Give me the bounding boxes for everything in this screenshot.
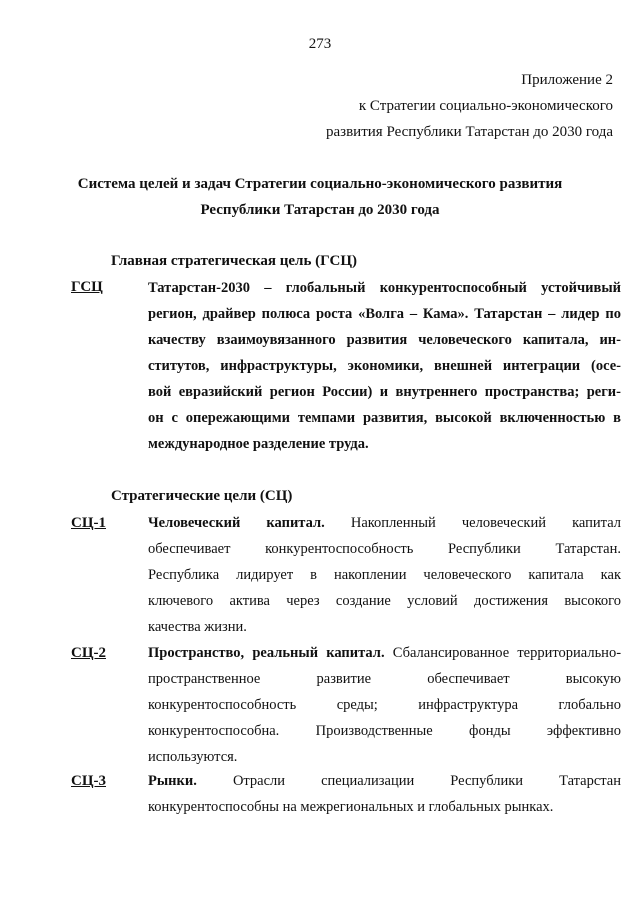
sc2-text-line: конкурентоспособна. Производственные фонды эффективно <box>148 723 621 739</box>
main-goal-text-line: ститутов, инфраструктуры, экономики, внешней интеграции (осе- <box>148 358 621 374</box>
main-goal-text-line: международное разделение труда. <box>148 436 369 452</box>
main-goal-text-line: регион, драйвер полюса роста «Волга – Кама». Татарстан – лидер по <box>148 306 621 322</box>
document-title-line-2: Республики Татарстан до 2030 года <box>200 202 440 218</box>
appendix-line-1: Приложение 2 <box>521 72 613 88</box>
main-goal-text-line: Татарстан-2030 – глобальный конкурентоспособный устойчивый <box>148 280 621 296</box>
sc1-code: СЦ-1 <box>71 515 106 531</box>
sc1-text-line: качества жизни. <box>148 619 247 635</box>
sc3-text-line: конкурентоспособны на межрегиональных и глобальных рынках. <box>148 799 554 815</box>
main-goal-text-line: он с опережающими темпами развития, высокой включенностью в <box>148 410 621 426</box>
strategic-goals-heading: Стратегические цели (СЦ) <box>111 488 293 504</box>
main-goal-text-line: качеству взаимоувязанного развития человеческого капитала, ин- <box>148 332 621 348</box>
sc2-code: СЦ-2 <box>71 645 106 661</box>
document-title-line-1: Система целей и задач Стратегии социально-экономического развития <box>77 176 563 192</box>
sc2-text-line: используются. <box>148 749 238 765</box>
sc1-text-line: обеспечивает конкурентоспособность Республики Татарстан. <box>148 541 621 557</box>
sc3-code: СЦ-3 <box>71 773 106 789</box>
appendix-line-3: развития Республики Татарстан до 2030 года <box>326 124 613 140</box>
main-goal-code: ГСЦ <box>71 279 103 295</box>
sc2-text-line: пространственное развитие обеспечивает высокую <box>148 671 621 687</box>
sc1-text-line: Республика лидирует в накоплении человеческого капитала как <box>148 567 621 583</box>
sc3-text-line-1 <box>148 771 621 791</box>
appendix-line-2: к Стратегии социально-экономического <box>358 98 613 114</box>
sc1-text-line-1 <box>148 513 621 533</box>
sc1-text-line: ключевого актива через создание условий достижения высокого <box>148 593 621 609</box>
main-goal-heading: Главная стратегическая цель (ГСЦ) <box>111 253 357 269</box>
sc2-text-line-1 <box>148 643 621 663</box>
sc2-text-line: конкурентоспособность среды; инфраструктура глобально <box>148 697 621 713</box>
sc2-line1-rest: Сбалансированное территориально- <box>392 645 622 661</box>
sc2-lead: Пространство, реальный капитал. <box>148 645 385 661</box>
sc1-lead: Человеческий капитал. <box>148 515 325 531</box>
sc1-line1-rest: Накопленный человеческий капитал <box>350 515 621 531</box>
page-number: 273 <box>308 36 332 52</box>
sc3-lead: Рынки. <box>148 773 197 789</box>
main-goal-text-line: вой евразийский регион России) и внутреннего пространства; реги- <box>148 384 621 400</box>
sc3-line1-rest: Отрасли специализации Республики Татарстан <box>232 773 621 789</box>
